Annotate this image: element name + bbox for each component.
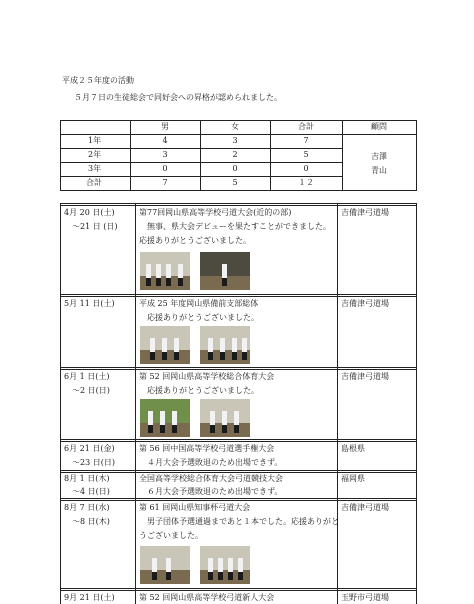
event-title: 第77回岡山県高等学校弓道大会(近的の部) xyxy=(139,208,292,217)
cell-male: 4 xyxy=(162,136,168,145)
row-grade: 3年 xyxy=(88,164,102,173)
cell-male: 0 xyxy=(162,164,168,173)
cell-female: 2 xyxy=(232,150,238,159)
event-date-end: ～21 日 (日) xyxy=(72,222,118,231)
event-date-end: ～8 日(木) xyxy=(72,517,110,526)
row-grade: 1年 xyxy=(88,136,102,145)
event-date-start: 8月 1 日(木) xyxy=(64,474,110,483)
event-photo xyxy=(140,399,190,437)
cell-male: 7 xyxy=(162,178,168,187)
cell-female: 0 xyxy=(232,164,238,173)
event-title: 第 56 回中国高等学校弓道選手権大会 xyxy=(139,444,275,453)
event-photo xyxy=(200,546,250,584)
event-photo xyxy=(140,546,190,584)
event-note: 応援ありがとうございました。 xyxy=(139,313,259,322)
cell-total: 7 xyxy=(303,136,309,145)
event-title: 第 52 回岡山県高等学校総合体育大会 xyxy=(139,372,275,381)
event-date-start: 6月 1 日(土) xyxy=(64,372,110,381)
event-date-end: ～23 日(日) xyxy=(72,458,115,467)
event-title: 第 52 回岡山県高等学校弓道新人大会 xyxy=(139,593,275,602)
event-date-start: 8月 7 日(水) xyxy=(64,503,110,512)
cell-total: 0 xyxy=(303,164,309,173)
event-note: ４月大会予選敗退のため出場できず。 xyxy=(139,458,283,467)
cell-male: 3 xyxy=(162,150,168,159)
event-title: 全国高等学校総合体育大会弓道競技大会 xyxy=(139,474,283,483)
event-title: 第 61 回岡山県知事杯弓道大会 xyxy=(139,503,251,512)
event-place: 玉野市弓道場 xyxy=(341,593,389,602)
event-date-end: ～4 日(日) xyxy=(72,487,110,496)
row-grade: 2年 xyxy=(88,150,102,159)
event-photo xyxy=(200,399,250,437)
advisor-name: 青山 xyxy=(371,166,387,175)
event-place: 福岡県 xyxy=(341,474,365,483)
col-advisor: 顧問 xyxy=(371,122,387,131)
event-date-end: ～2 日(日) xyxy=(72,386,110,395)
row-grade: 合計 xyxy=(86,178,102,187)
event-note: 無事、県大会デビューを果たすことができました。 xyxy=(139,222,331,231)
col-total: 合計 xyxy=(298,122,314,131)
page-title: 平成２５年度の活動 xyxy=(62,76,134,85)
event-photo xyxy=(140,326,190,364)
event-photo xyxy=(200,326,250,364)
event-date-start: 6月 21 日(金) xyxy=(64,444,115,453)
event-title: 平成 25 年度岡山県備前支部総体 xyxy=(139,299,259,308)
cell-total: １２ xyxy=(298,178,314,187)
page-subtitle: ５月７日の生徒総会で同好会への昇格が認められました。 xyxy=(74,93,282,102)
event-date-start: 9月 21 日(土) xyxy=(64,593,115,602)
cell-total: 5 xyxy=(303,150,309,159)
event-photo xyxy=(200,252,250,290)
event-place: 吉備津弓道場 xyxy=(341,503,389,512)
event-place: 吉備津弓道場 xyxy=(341,299,389,308)
event-note: 応援ありがとうございました。 xyxy=(139,236,251,245)
event-note: 男子団体予選通過まであと１本でした。応援ありがと xyxy=(139,517,339,526)
event-date-start: 4月 20 日(土) xyxy=(64,208,115,217)
event-place: 吉備津弓道場 xyxy=(341,372,389,381)
event-photo xyxy=(140,252,190,290)
event-place: 島根県 xyxy=(341,444,365,453)
event-note: 応援ありがとうございました。 xyxy=(139,386,259,395)
col-female: 女 xyxy=(231,122,239,131)
col-male: 男 xyxy=(161,122,169,131)
event-date-start: 5月 11 日(土) xyxy=(64,299,115,308)
event-place: 吉備津弓道場 xyxy=(341,208,389,217)
advisor-name: 吉澤 xyxy=(371,152,387,161)
cell-female: 5 xyxy=(232,178,238,187)
event-note: ６月大会予選敗退のため出場できず。 xyxy=(139,487,283,496)
event-note: うございました。 xyxy=(139,531,203,540)
cell-female: 3 xyxy=(232,136,238,145)
